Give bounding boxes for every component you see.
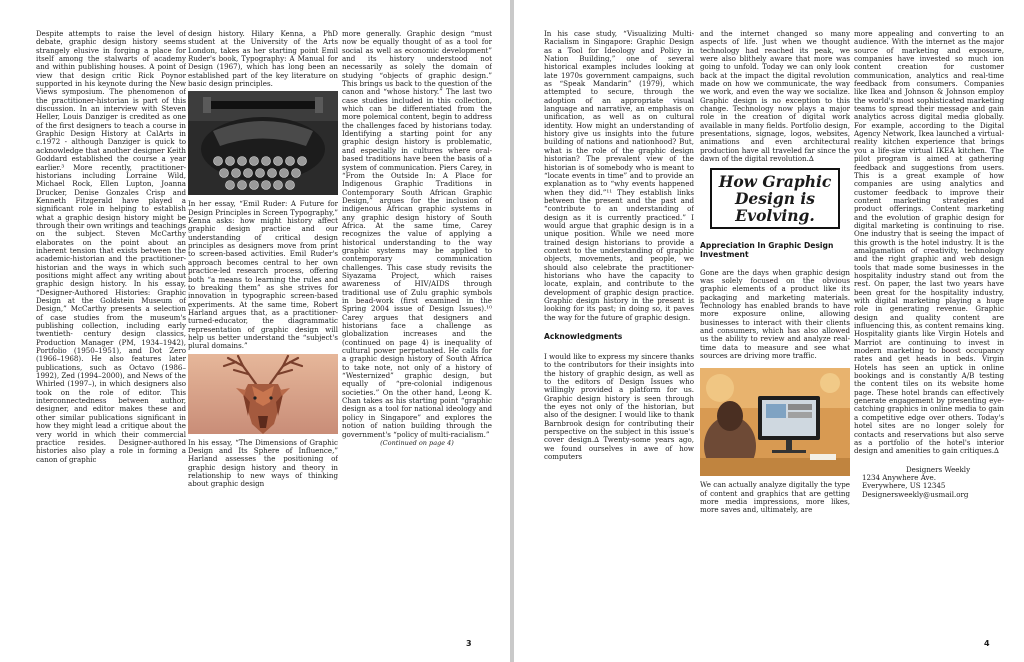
- column-5-text-bottom: We can actually analyze digitally the type of content and graphics that are getting more media impressions, more likes, more saves and, ultimately, are: [700, 481, 850, 515]
- signature-block: [854, 466, 1004, 499]
- column-5: [700, 30, 850, 625]
- page-number-left: 3: [466, 639, 472, 648]
- column-2-text-bottom: In his essay, “The Dimensions of Graphic Design and Its Sphere of Influence,” Harland assesses the positioning of graphic design history and theory in relationship to new ways of thinking about graphic design: [188, 438, 338, 489]
- column-4-text-bottom: I would like to express my sincere thanks to the contributors for their insights into the history of graphic design, as well as to the editors of Design Issues who willingly provided a platform for us. Graphic design history is seen through the eyes not only of the historian, but also of the designer. I would like to thank Barnbrook design for contributing their perspective on the subject in this issue's cover design.∆ Twenty-some years ago, we found ourselves in awe of how computers: [544, 353, 694, 462]
- appreciation-heading: Appreciation In Graphic Design Investment: [700, 240, 834, 259]
- signature-address-1: 1234 Anywhere Ave.: [862, 472, 936, 482]
- page-number-right: 4: [984, 639, 990, 648]
- column-6: [854, 30, 1004, 625]
- column-1: [36, 30, 186, 625]
- typewriter-photo: [188, 91, 338, 195]
- stag-illustration: [188, 354, 338, 434]
- acknowledgments-heading: Acknowledgments: [544, 332, 623, 342]
- right-page: [514, 0, 1024, 662]
- column-2: [188, 30, 338, 625]
- signature-email[interactable]: Designersweekly@usmail.org: [862, 489, 969, 499]
- column-5-text-mid: Gone are the days when graphic design was solely focused on the obvious graphic elements of a product like its packaging and marketing materials. Technology has enabled brands to have more exposure online, allowing businesses to interact with their clients and consumers, which has also allowed us the ability to review and analyze real-time data to measure and see what sources are driving more traffic.: [700, 268, 850, 360]
- column-6-text: more appealing and converting to an audience. With the internet as the major source of marketing and exposure, companies have invested so much ion content creation for customer communication, analytics and real-time feedback from consumers. Companies like Ikea and Johnson & Johnson employ the world's most sophisticated marketing teams to spread their message and gain analytics across digital media globally. For example, according to the Digital Agency Network, Ikea launched a virtual-reality kitchen experience that brings you a life-size virtual IKEA kitchen. The pilot program is aimed at gathering feedback and suggestions from users. This is a great example of how companies are using analytics and customer feedback to improve their content marketing strategies and product offerings. Content marketing and the evolution of graphic design for digital marketing is continuing to rise. One industry that is seeing the impact of this growth is the hotel industry. It is the amalgamation of creativity, technology and the right graphic and web design tools that made some businesses in the hospitality industry stand out from the rest. On paper, the last two years have been great for the hospitality industry, with digital marketing playing a huge role in generating revenue. Graphic design and quality content are influencing this, as content remains king. Hospitality giants like Virgin Hotels and Marriot are continuing to invest in modern marketing to boost occupancy rates and get heads in beds. Virgin Hotels has seen an uptick in online bookings and is constantly A/B testing the content tiles on its website home page. These hotel brands can effectively generate engagement by presenting eye-catching graphics in online media to gain a competitive edge over others. Today's hotel sites are no longer solely for contacts and reservations but also serve as a portfolio of the hotel's interior design and amenities to gain critiques.∆: [854, 30, 1004, 456]
- column-2-text-mid: In her essay, “Emil Ruder: A Future for Design Principles in Screen Typography,” Kenna asks: how might history affect graphic design practice and our understanding of critical design principles as designers move from print to screen-based activities. Emil Ruder's approach becomes central to her own practice-led research process, offering both “a means to learning the rules and to breaking them” as she strives for innovation in typographic screen-based experiments. At the same time, Robert Harland argues that, as a practitioner-turned-educator, the diagrammatic representation of graphic design will help us better understand the “subject's plural domains.”: [188, 200, 338, 351]
- column-3: [342, 30, 492, 612]
- column-1-text: Despite attempts to raise the level of debate, graphic design history seems strangely elusive in forging a place for itself among the stalwarts of academy and within publishing houses. A point of view that design critic Rick Poynor supported in his keynote during the New Views symposium. The phenomenon of the practitioner-historian is part of this discussion. In an interview with Steven Heller, Louis Danziger is credited as one of the first designers to teach a course in Graphic Design History at CalArts in c.1972 - although Danziger is quick to acknowledge that another designer Keith Goddard established the course a year earlier.³ More recently, practitioner-historians including Lorraine Wild, Michael Rock, Ellen Lupton, Joanna Drucker, Denise Gonzales Crisp and Kenneth Fitzgerald have played a significant role in helping to establish what a graphic design history might be through their own writings and teachings on the subject. Steven McCarthy elaborates on the point about an inherent tension that exists between the academic-historian and the practitioner-historian and the ways in which such positions might affect any writing about graphic design history. In his essay, “Designer-Authored Histories: Graphic Design at the Goldstein Museum of Design,” McCarthy presents a selection of case studies from the museum's publishing collection, including early twentieth- century design classics, Production Manager (PM, 1934–1942), Portfolio (1950–1951), and Dot Zero (1966–1968). He also features later publications, such as Octavo (1986–1992), Zed (1994–2000), and News of the Whirled (1997–), in which designers also took on the role of editor. This interconnectedness between author, designer, and editor makes these and other similar publications significant in how they might lead a critique about the very world in which their commercial practice resides. Designer-authored histories also play a role in forming a canon of graphic: [36, 30, 186, 464]
- column-4: [544, 30, 694, 625]
- column-2-text-top: design history. Hilary Kenna, a PhD student at the University of the Arts London, takes as her starting point Emil Ruder's book, Typography: A Manual for Design (1967), which has long been an established part of the key literature on basic design principles.: [188, 30, 338, 89]
- signature-org: Designers Weekly: [906, 464, 971, 474]
- column-3-text: more generally. Graphic design “must now be equally thought of as a tool for social as well as economic development” and its history understood not necessarily as solely the domain of studying “objects of graphic design.” This brings us back to the question of the canon and “whose history.” The last two case studies included in this collection, which can be differentiated from the more polemical content, begin to address the challenges faced by historians today. Identifying a starting point for any graphic design history is problematic, and especially in cultures where oral-based traditions have been the basis of a system of communication. Piers Carey, in “From the Outside In: A Place for Indigenous Graphic Traditions in Contemporary South African Graphic Design,” argues for the inclusion of indigenous African graphic systems in any graphic design history of South Africa. At the same time, Carey recognizes the value of applying a historical understanding to the way graphic systems may be applied to contemporary communication challenges. This case study revisits the Siyazama Project, which raises awareness of HIV/AIDS through traditional use of Zulu graphic symbols in bead-work (first examined in the Spring 2004 issue of Design Issues).¹⁰ Carey argues that designers and historians face a challenge as globalization increases and the (continued on page 4) is inequality of cultural power perpetuated. He calls for a graphic design history of South Africa to take note, not only of a history of “Westernized” graphic design, but equally of “pre-colonial indigenous societies.” On the other hand, Leong K. Chan takes as his starting point “graphic design as a tool for national ideology and policy in Singapore” and explores the notion of nation building through the government's “policy of multi-racialism.”: [342, 30, 492, 439]
- pull-quote: How Graphic Design is Evolving.: [710, 168, 840, 229]
- designer-desk-photo: [700, 368, 850, 476]
- continued-note: (Continued on page 4): [380, 438, 454, 447]
- column-4-text-top: In his case study, “Visualizing Multi-Racialism in Singapore: Graphic Design as a Tool for Ideology and Policy in Nation Building,” one of several historical examples includes looking at late 1970s government campaigns, such as “Speak Mandarin” (1979), which attempted to secure, through the adoption of an appropriate visual language and narrative, an emphasis on unification, as well as on cultural identity. How might an understanding of history give us insights into the future building of nations and nationhood? But, what is the role of the graphic design historian? The prevalent view of the historian is of somebody who is meant to “locate events in time” and to provide an explanation as to “why events happened when they did.”¹¹ They establish links between the present and the past and “contribute to an understanding of design as it is currently practiced.” I would argue that graphic design is in a unique position. While we need more trained design historians to provide a context to the understanding of graphic objects, movements, and people, we should also celebrate the practitioner-historians who have the capacity to locate, explain, and contribute to the development of graphic design practice. Graphic design history in the present is looking for its past; in doing so, it paves the way for the future of graphic design.: [544, 30, 694, 322]
- column-5-text-top: and the internet changed so many aspects of life. Just when we thought technology had reached its peak, we were also blithely aware that more was going to unfold. Today we can only look back at the impact the digital revolution made on how we communicate, the way we work, and even the way we socialize. Graphic design is no exception to this change. Technology now plays a major role in the creation of digital work available in many fields. Portfolio design, presentations, signage, logos, websites, animations and even architectural production have all traveled far since the dawn of the digital revolution.∆: [700, 30, 850, 164]
- left-page: [0, 0, 510, 662]
- signature-address-2: Everywhere, US 12345: [862, 481, 946, 491]
